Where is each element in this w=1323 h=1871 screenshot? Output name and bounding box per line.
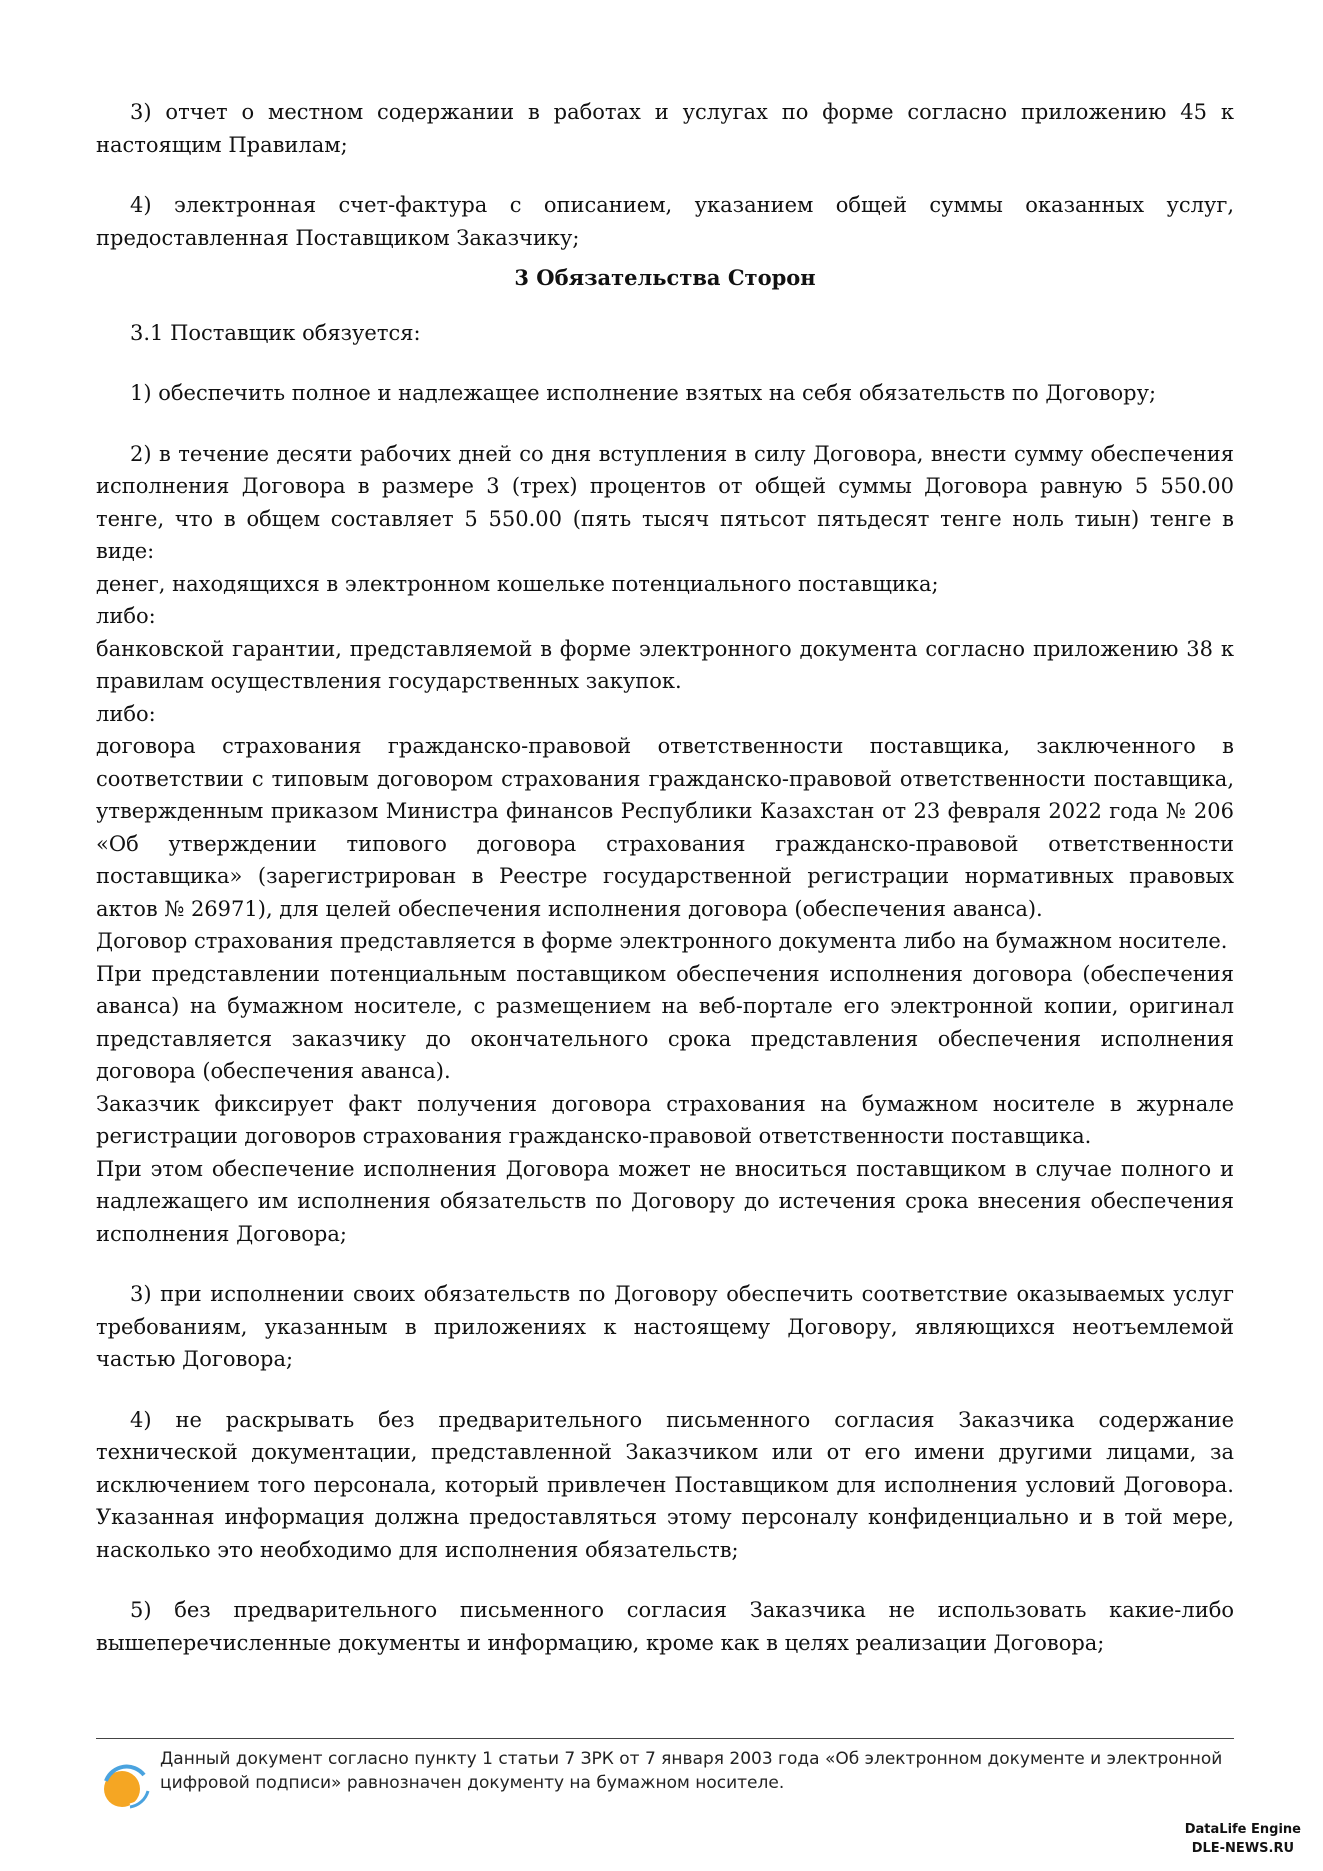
paragraph-security-exception: При этом обеспечение исполнения Договора может не вноситься поставщиком в случае полного и надлежащего им исполнения обязательств по Договору до истечения срока внесения обеспечения исполнения Договора;: [96, 1156, 1234, 1246]
paragraph-local-content-report: 3) отчет о местном содержании в работах и услугах по форме согласно приложению 45 к настоящим Правилам;: [96, 100, 1234, 157]
paragraph-item-3: 3) при исполнении своих обязательств по Договору обеспечить соответствие оказываемых услуг требованиям, указанным в приложениях к настоящему Договору, являющихся неотъемлемой частью Договора;: [96, 1282, 1234, 1371]
paragraph-bank-guarantee: банковской гарантии, представляемой в форме электронного документа согласно приложению 38 к правилам осуществления государственных закупок.: [96, 636, 1234, 693]
paragraph-customer-records: Заказчик фиксирует факт получения договора страхования на бумажном носителе в журнале регистрации договоров страхования гражданско-правовой ответственности поставщика.: [96, 1091, 1234, 1148]
paragraph-item-4: 4) не раскрывать без предварительного письменного согласия Заказчика содержание технической документации, представленной Заказчиком или от его имени другими лицами, за исключением того персонала, который привлечен Поставщиком для исполнения условий Договора. Указанная информация должна предоставляться этому персоналу конфиденциально и в той мере, насколько это необходимо для исполнения обязательств;: [96, 1407, 1234, 1562]
section-heading-obligations: 3 Обязательства Сторон: [514, 265, 816, 290]
watermark: [1185, 1820, 1301, 1858]
paragraph-item-2: 2) в течение десяти рабочих дней со дня вступления в силу Договора, внести сумму обеспечения исполнения Договора в размере 3 (трех) процентов от общей суммы Договора равную 5 550.00 тенге, что в общем составляет 5 550.00 (пять тысяч пятьсот пятьдесят тенге ноль тиын) тенге в виде:: [96, 441, 1234, 563]
document-page: [96, 96, 1234, 1659]
paragraph-insurance-contract: договора страхования гражданско-правовой ответственности поставщика, заключенного в соответствии с типовым договором страхования гражданско-правовой ответственности поставщика, утвержденным приказом Министра финансов Республики Казахстан от 23 февраля 2022 года № 206 «Об утверждении типового договора страхования гражданско-правовой ответственности поставщика» (зарегистрирован в Реестре государственной регистрации нормативных правовых актов № 26971), для целей обеспечения исполнения договора (обеспечения аванса).: [96, 734, 1234, 921]
paragraph-or-2: либо:: [96, 701, 156, 726]
paragraph-item-5: 5) без предварительного письменного согласия Заказчика не использовать какие-либо вышеперечисленные документы и информацию, кроме как в целях реализации Договора;: [96, 1598, 1234, 1655]
paragraph-or-1: либо:: [96, 604, 156, 628]
egov-sun-logo-icon: [100, 1761, 150, 1811]
paragraph-e-wallet: денег, находящихся в электронном кошельке потенциального поставщика;: [96, 571, 939, 596]
paragraph-item-1: 1) обеспечить полное и надлежащее исполнение взятых на себя обязательств по Договору;: [130, 381, 1157, 405]
paragraph-electronic-invoice: 4) электронная счет-фактура с описанием, указанием общей суммы оказанных услуг, предоставленная Поставщиком Заказчику;: [96, 193, 1234, 250]
document-footer: [96, 1738, 1234, 1795]
paragraph-insurance-form: Договор страхования представляется в форме электронного документа либо на бумажном носителе.: [96, 929, 1228, 953]
footer-legal-note: Данный документ согласно пункту 1 статьи 7 ЗРК от 7 января 2003 года «Об электронном документе и электронной цифровой подписи» равнозначен документу на бумажном носителе.: [160, 1749, 1223, 1793]
watermark-line-1: DataLife Engine: [1184, 1822, 1301, 1837]
watermark-line-2: DLE-NEWS.RU: [1191, 1841, 1295, 1856]
paragraph-supplier-obliged: 3.1 Поставщик обязуется:: [130, 320, 421, 345]
paragraph-paper-submission: При представлении потенциальным поставщиком обеспечения исполнения договора (обеспечения аванса) на бумажном носителе, с размещением на веб-портале его электронной копии, оригинал представляется заказчику до окончательного срока представления обеспечения исполнения договора (обеспечения аванса).: [96, 961, 1234, 1083]
